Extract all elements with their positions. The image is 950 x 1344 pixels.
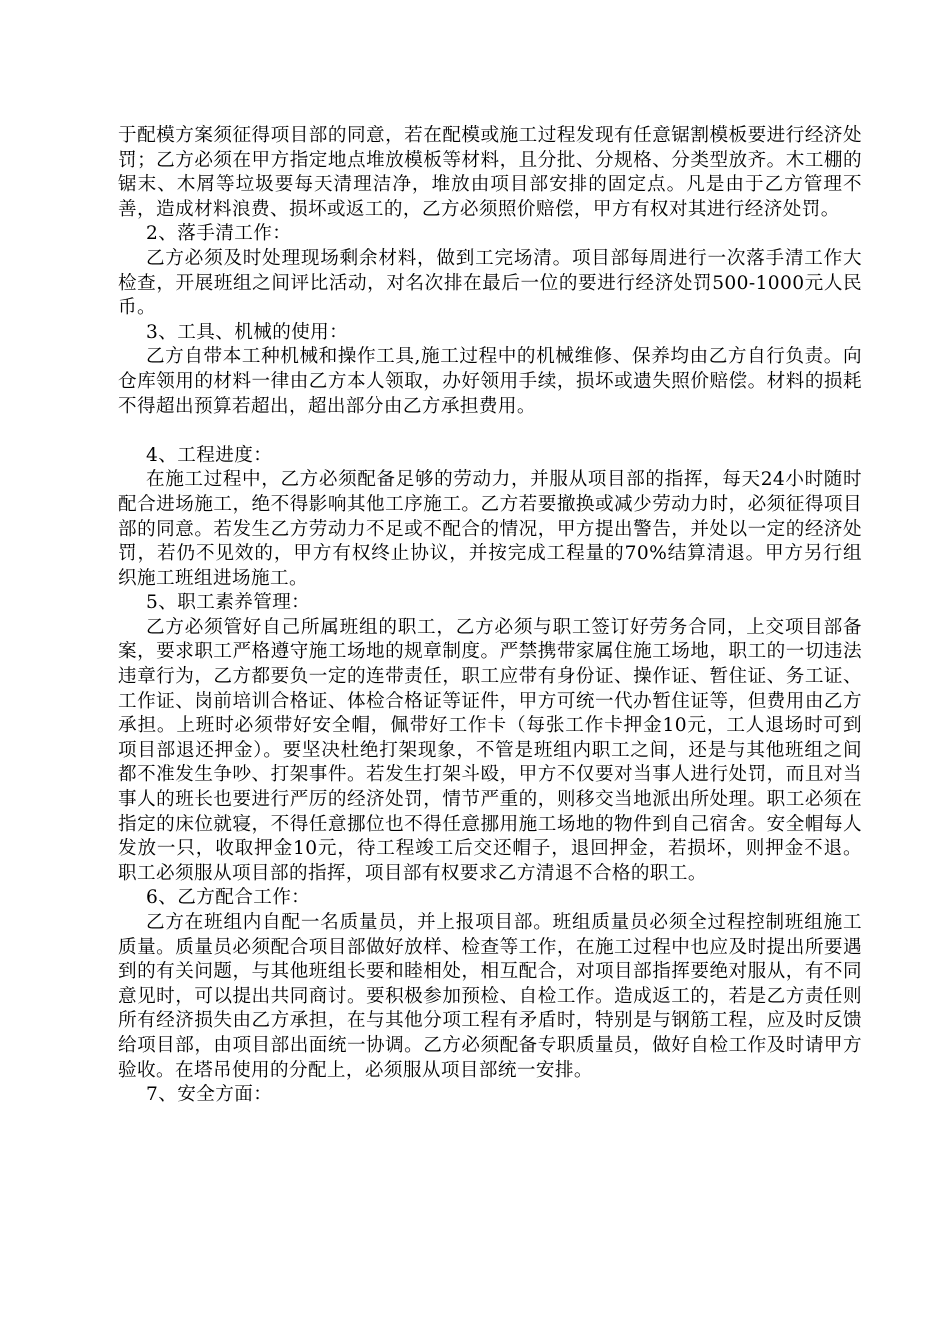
section-heading-6: 6、乙方配合工作： — [146, 887, 311, 909]
paragraph-tools: 乙方自带本工种机械和操作工具,施工过程中的机械维修、保养均由乙方自行负责。向仓库领用的材料一律由乙方本人领取，办好领用手续，损坏或遗失照价赔偿。材料的损耗不得超出预算若超出，超出部分由乙方承担费用。 — [118, 346, 862, 417]
blank-line — [118, 419, 862, 444]
paragraph-cleanup: 乙方必须及时处理现场剩余材料，做到工完场清。项目部每周进行一次落手清工作大检查，开展班组之间评比活动，对名次排在最后一位的要进行经济处罚500-1000元人民币。 — [118, 247, 862, 319]
paragraph-cooperation: 乙方在班组内自配一名质量员，并上报项目部。班组质量员必须全过程控制班组施工质量。质量员必须配合项目部做好放样、检查等工作，在施工过程中也应及时提出所要遇到的有关问题，与其他班组长要和睦相处，相互配合，对项目部指挥要绝对服从，有不同意见时，可以提出共同商讨。要积极参加预检、自检工作。造成返工的，若是乙方责任则所有经济损失由乙方承担，在与其他分项工程有矛盾时，特别是与钢筋工程，应及时反馈给项目部，由项目部出面统一协调。乙方必须配备专职质量员，做好自检工作及时请甲方验收。在塔吊使用的分配上，必须服从项目部统一安排。 — [118, 912, 862, 1081]
paragraph-staff: 乙方必须管好自己所属班组的职工，乙方必须与职工签订好劳务合同，上交项目部备案，要求职工严格遵守施工场地的规章制度。严禁携带家属住施工场地，职工的一切违法违章行为，乙方都要负一定的连带责任，职工应带有身份证、操作证、暂住证、务工证、工作证、岗前培训合格证、体检合格证等证件，甲方可统一代办暂住证等，但费用由乙方承担。上班时必须带好安全帽，佩带好工作卡（每张工作卡押金10元，工人退场时可到项目部退还押金）。要坚决杜绝打架现象，不管是班组内职工之间，还是与其他班组之间都不准发生争吵、打架事件。若发生打架斗殴，甲方不仅要对当事人进行处罚，而且对当事人的班长也要进行严厉的经济处罚，情节严重的，则移交当地派出所处理。职工必须在指定的床位就寝，不得任意挪位也不得任意挪用施工场地的物件到自己宿舍。安全帽每人发放一只，收取押金10元，待工程竣工后交还帽子，退回押金，若损坏，则押金不退。职工必须服从项目部的指挥，项目部有权要求乙方清退不合格的职工。 — [118, 616, 862, 884]
paragraph-progress: 在施工过程中，乙方必须配备足够的劳动力，并服从项目部的指挥，每天24小时随时配合进场施工，绝不得影响其他工序施工。乙方若要撤换或减少劳动力时，必须征得项目部的同意。若发生乙方劳动力不足或不配合的情况，甲方提出警告，并处以一定的经济处罚，若仍不见效的，甲方有权终止协议，并按完成工程量的70%结算清退。甲方另行组织施工班组进场施工。 — [118, 469, 862, 589]
section-heading-4: 4、工程进度： — [146, 444, 273, 466]
section-heading-7: 7、安全方面： — [146, 1084, 273, 1106]
paragraph-continuation: 于配模方案须征得项目部的同意，若在配模或施工过程发现有任意锯割模板要进行经济处罚；乙方必须在甲方指定地点堆放模板等材料，且分批、分规格、分类型放齐。木工棚的锯末、木屑等垃圾要每天清理洁净，堆放由项目部安排的固定点。凡是由于乙方管理不善，造成材料浪费、损坏或返工的，乙方必须照价赔偿，甲方有权对其进行经济处罚。 — [118, 125, 862, 220]
section-heading-2: 2、落手清工作： — [146, 223, 292, 245]
section-heading-3: 3、工具、机械的使用： — [146, 321, 349, 343]
document-body — [118, 124, 862, 1108]
section-heading-5: 5、职工素养管理： — [146, 592, 311, 614]
